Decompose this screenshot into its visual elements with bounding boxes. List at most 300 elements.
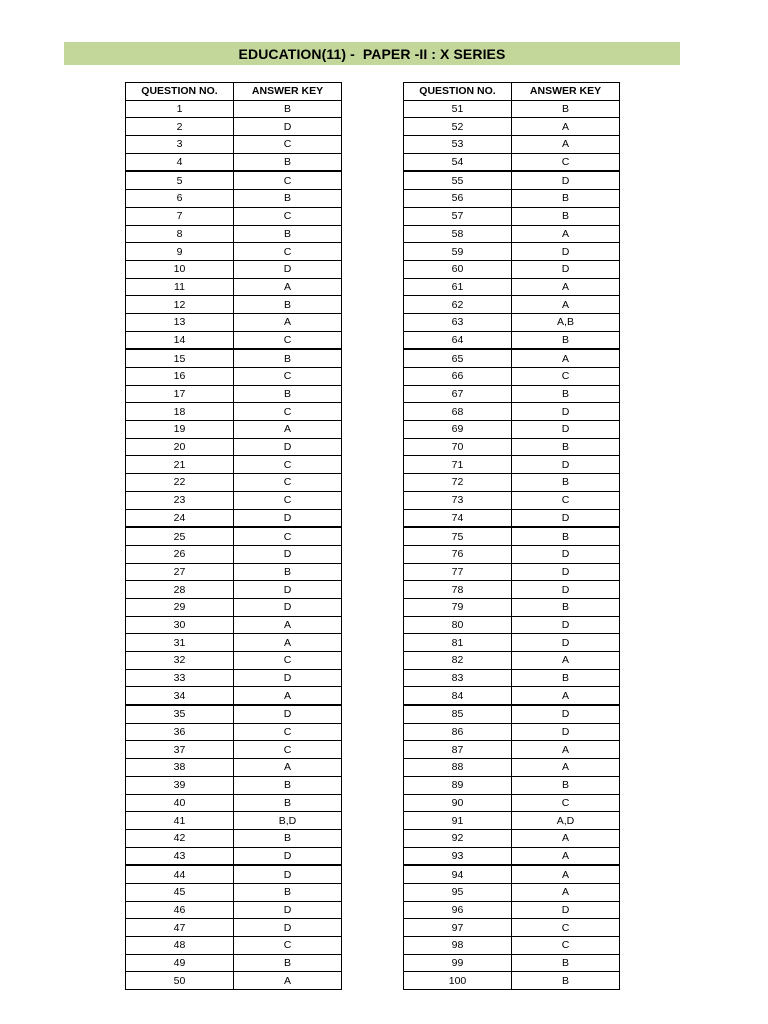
table-row [126, 954, 342, 972]
question-number-cell: 16 [126, 368, 234, 386]
question-number-cell: 6 [126, 190, 234, 208]
answer-cell: D [234, 705, 342, 723]
answer-cell: B [512, 474, 620, 492]
question-number-cell: 63 [404, 313, 512, 331]
table-row [126, 937, 342, 955]
table-row [126, 190, 342, 208]
question-number-cell: 8 [126, 225, 234, 243]
answer-cell: A [512, 349, 620, 367]
question-number-cell: 28 [126, 581, 234, 599]
question-number-cell: 49 [126, 954, 234, 972]
question-number-cell: 89 [404, 776, 512, 794]
table-row [126, 634, 342, 652]
answer-cell: B [234, 153, 342, 171]
table-row [404, 349, 620, 367]
answer-cell: B [234, 296, 342, 314]
question-number-cell: 40 [126, 794, 234, 812]
answer-cell: D [512, 581, 620, 599]
answer-cell: D [234, 260, 342, 278]
question-number-cell: 10 [126, 260, 234, 278]
table-row [404, 153, 620, 171]
table-row [126, 616, 342, 634]
question-number-cell: 3 [126, 136, 234, 154]
table-row [404, 136, 620, 154]
answer-cell: D [512, 171, 620, 189]
answer-cell: B [234, 829, 342, 847]
table-row [126, 456, 342, 474]
answer-cell: A [234, 278, 342, 296]
question-number-cell: 7 [126, 207, 234, 225]
answer-cell: D [234, 581, 342, 599]
question-number-cell: 44 [126, 865, 234, 883]
question-number-cell: 48 [126, 937, 234, 955]
question-number-cell: 70 [404, 438, 512, 456]
question-number-cell: 41 [126, 812, 234, 830]
answer-cell: B [512, 598, 620, 616]
question-number-cell: 90 [404, 794, 512, 812]
table-row [404, 368, 620, 386]
table-row [126, 403, 342, 421]
table-row [126, 776, 342, 794]
answer-cell: A [512, 225, 620, 243]
table-row [404, 243, 620, 261]
answer-key-table-left [125, 82, 342, 990]
table-row [404, 225, 620, 243]
table-row [126, 919, 342, 937]
table-row [404, 901, 620, 919]
table-row [126, 581, 342, 599]
table-row [126, 438, 342, 456]
answer-cell: C [234, 741, 342, 759]
answer-cell: C [512, 153, 620, 171]
answer-cell: A [512, 687, 620, 705]
table-row [126, 829, 342, 847]
question-number-cell: 15 [126, 349, 234, 367]
table-row [404, 759, 620, 777]
table-row [404, 438, 620, 456]
page-title: EDUCATION(11) - PAPER -II : X SERIES [64, 42, 680, 65]
answer-cell: D [234, 847, 342, 865]
answer-cell: B [234, 794, 342, 812]
answer-cell: B [512, 776, 620, 794]
question-number-cell: 36 [126, 723, 234, 741]
answer-cell: B [234, 225, 342, 243]
table-row [126, 509, 342, 527]
answer-cell: A [512, 118, 620, 136]
question-number-cell: 91 [404, 812, 512, 830]
table-row [404, 491, 620, 509]
table-row [126, 669, 342, 687]
answer-cell: C [512, 491, 620, 509]
answer-cell: A [234, 421, 342, 439]
question-number-cell: 64 [404, 331, 512, 349]
answer-cell: D [512, 243, 620, 261]
table-row [404, 527, 620, 545]
question-number-cell: 69 [404, 421, 512, 439]
table-row [404, 598, 620, 616]
table-row [404, 919, 620, 937]
question-number-cell: 12 [126, 296, 234, 314]
table-row [126, 243, 342, 261]
question-number-cell: 22 [126, 474, 234, 492]
question-number-cell: 93 [404, 847, 512, 865]
question-number-cell: 96 [404, 901, 512, 919]
table-row [404, 954, 620, 972]
question-number-cell: 39 [126, 776, 234, 794]
table-row [126, 741, 342, 759]
table-row [404, 207, 620, 225]
answer-cell: B [234, 563, 342, 581]
answer-cell: A [512, 652, 620, 670]
answer-cell: A [512, 829, 620, 847]
table-row [126, 313, 342, 331]
table-row [126, 491, 342, 509]
question-number-cell: 62 [404, 296, 512, 314]
question-number-cell: 31 [126, 634, 234, 652]
table-row [404, 100, 620, 118]
answer-cell: B [512, 669, 620, 687]
question-number-cell: 32 [126, 652, 234, 670]
answer-cell: D [512, 545, 620, 563]
question-number-cell: 55 [404, 171, 512, 189]
question-number-cell: 82 [404, 652, 512, 670]
question-number-cell: 67 [404, 385, 512, 403]
question-number-cell: 75 [404, 527, 512, 545]
table-row [404, 829, 620, 847]
table-row [404, 581, 620, 599]
answer-cell: D [512, 705, 620, 723]
table-row [404, 794, 620, 812]
answer-cell: B [512, 207, 620, 225]
answer-key-header: ANSWER KEY [512, 83, 620, 101]
answer-cell: B [512, 190, 620, 208]
table-row [404, 456, 620, 474]
question-number-cell: 2 [126, 118, 234, 136]
answer-cell: B [512, 438, 620, 456]
table-row [126, 349, 342, 367]
table-row [126, 296, 342, 314]
table-row [126, 527, 342, 545]
question-number-cell: 9 [126, 243, 234, 261]
table-row [126, 171, 342, 189]
table-row [126, 563, 342, 581]
answer-cell: A [512, 847, 620, 865]
answer-cell: D [512, 563, 620, 581]
question-number-cell: 59 [404, 243, 512, 261]
answer-cell: A [512, 136, 620, 154]
answer-cell: D [234, 509, 342, 527]
answer-cell: C [234, 723, 342, 741]
table-row [126, 368, 342, 386]
table-row [126, 794, 342, 812]
table-row [404, 313, 620, 331]
question-number-cell: 57 [404, 207, 512, 225]
question-number-cell: 51 [404, 100, 512, 118]
answer-cell: B [234, 776, 342, 794]
answer-cell: C [234, 243, 342, 261]
question-number-cell: 27 [126, 563, 234, 581]
table-row [404, 652, 620, 670]
answer-cell: A [512, 741, 620, 759]
table-row [404, 616, 620, 634]
answer-cell: A [512, 296, 620, 314]
answer-cell: A [234, 972, 342, 990]
answer-cell: D [234, 865, 342, 883]
question-number-cell: 78 [404, 581, 512, 599]
question-number-cell: 66 [404, 368, 512, 386]
answer-cell: B [234, 954, 342, 972]
answer-cell: C [234, 491, 342, 509]
question-number-cell: 54 [404, 153, 512, 171]
answer-cell: D [512, 901, 620, 919]
table-row [404, 669, 620, 687]
question-number-cell: 18 [126, 403, 234, 421]
table-row [404, 545, 620, 563]
answer-cell: C [234, 207, 342, 225]
answer-cell: A [234, 313, 342, 331]
answer-cell: C [234, 331, 342, 349]
question-number-cell: 52 [404, 118, 512, 136]
answer-cell: C [234, 937, 342, 955]
answer-cell: B [512, 385, 620, 403]
answer-cell: A [512, 759, 620, 777]
answer-cell: C [234, 456, 342, 474]
answer-cell: D [512, 421, 620, 439]
table-row [126, 225, 342, 243]
question-number-cell: 23 [126, 491, 234, 509]
answer-cell: D [512, 456, 620, 474]
table-row [126, 847, 342, 865]
table-row [404, 723, 620, 741]
question-number-cell: 1 [126, 100, 234, 118]
answer-cell: D [512, 403, 620, 421]
table-row [404, 776, 620, 794]
question-number-cell: 46 [126, 901, 234, 919]
table-row [126, 883, 342, 901]
question-number-cell: 74 [404, 509, 512, 527]
answer-cell: B [234, 385, 342, 403]
answer-cell: D [234, 919, 342, 937]
table-row [126, 331, 342, 349]
question-number-cell: 60 [404, 260, 512, 278]
answer-cell: B,D [234, 812, 342, 830]
answer-key-table-right [403, 82, 620, 990]
answer-cell: C [234, 403, 342, 421]
answer-cell: C [512, 919, 620, 937]
question-number-cell: 11 [126, 278, 234, 296]
question-number-cell: 71 [404, 456, 512, 474]
question-number-cell: 84 [404, 687, 512, 705]
table-row [126, 598, 342, 616]
table-row [404, 705, 620, 723]
table-row [126, 100, 342, 118]
question-number-cell: 85 [404, 705, 512, 723]
table-row [404, 474, 620, 492]
table-header-row [126, 83, 342, 101]
question-number-cell: 88 [404, 759, 512, 777]
question-number-cell: 94 [404, 865, 512, 883]
answer-cell: C [512, 794, 620, 812]
question-number-cell: 53 [404, 136, 512, 154]
question-number-cell: 98 [404, 937, 512, 955]
question-number-cell: 30 [126, 616, 234, 634]
answer-cell: B [512, 972, 620, 990]
table-row [404, 403, 620, 421]
question-number-cell: 83 [404, 669, 512, 687]
answer-cell: C [512, 937, 620, 955]
table-row [126, 153, 342, 171]
table-row [404, 634, 620, 652]
table-row [126, 260, 342, 278]
table-row [404, 847, 620, 865]
answer-cell: C [234, 368, 342, 386]
question-number-cell: 87 [404, 741, 512, 759]
table-row [126, 972, 342, 990]
question-number-cell: 61 [404, 278, 512, 296]
question-number-cell: 13 [126, 313, 234, 331]
question-number-cell: 56 [404, 190, 512, 208]
answer-cell: D [512, 260, 620, 278]
answer-cell: A [512, 865, 620, 883]
question-number-cell: 68 [404, 403, 512, 421]
question-number-cell: 26 [126, 545, 234, 563]
table-row [404, 260, 620, 278]
answer-cell: B [234, 883, 342, 901]
table-row [404, 865, 620, 883]
answer-cell: B [234, 100, 342, 118]
question-number-cell: 76 [404, 545, 512, 563]
question-number-cell: 5 [126, 171, 234, 189]
question-number-cell: 47 [126, 919, 234, 937]
answer-cell: B [234, 190, 342, 208]
answer-cell: D [512, 634, 620, 652]
question-number-cell: 33 [126, 669, 234, 687]
table-row [126, 652, 342, 670]
question-number-cell: 19 [126, 421, 234, 439]
question-number-cell: 86 [404, 723, 512, 741]
table-row [126, 545, 342, 563]
table-row [126, 812, 342, 830]
answer-cell: A,D [512, 812, 620, 830]
table-row [126, 136, 342, 154]
table-row [404, 331, 620, 349]
answer-cell: B [512, 527, 620, 545]
question-number-cell: 4 [126, 153, 234, 171]
question-number-cell: 42 [126, 829, 234, 847]
answer-cell: C [234, 171, 342, 189]
question-number-cell: 35 [126, 705, 234, 723]
question-number-cell: 79 [404, 598, 512, 616]
question-number-cell: 43 [126, 847, 234, 865]
answer-cell: B [512, 331, 620, 349]
question-no-header: QUESTION NO. [126, 83, 234, 101]
question-number-cell: 65 [404, 349, 512, 367]
table-row [126, 207, 342, 225]
answer-cell: D [234, 118, 342, 136]
question-number-cell: 20 [126, 438, 234, 456]
table-row [126, 759, 342, 777]
table-row [126, 865, 342, 883]
answer-cell: D [512, 616, 620, 634]
question-number-cell: 99 [404, 954, 512, 972]
table-row [404, 563, 620, 581]
answer-cell: D [234, 598, 342, 616]
answer-cell: A [512, 883, 620, 901]
table-row [404, 883, 620, 901]
table-row [404, 278, 620, 296]
answer-cell: A [234, 687, 342, 705]
table-row [404, 687, 620, 705]
question-number-cell: 97 [404, 919, 512, 937]
question-number-cell: 14 [126, 331, 234, 349]
answer-cell: A [234, 634, 342, 652]
answer-cell: C [234, 474, 342, 492]
question-number-cell: 37 [126, 741, 234, 759]
table-row [126, 705, 342, 723]
answer-cell: C [234, 527, 342, 545]
answer-cell: A,B [512, 313, 620, 331]
table-row [404, 296, 620, 314]
answer-cell: D [234, 901, 342, 919]
question-number-cell: 29 [126, 598, 234, 616]
question-number-cell: 45 [126, 883, 234, 901]
table-row [404, 972, 620, 990]
question-no-header: QUESTION NO. [404, 83, 512, 101]
table-row [404, 509, 620, 527]
question-number-cell: 38 [126, 759, 234, 777]
question-number-cell: 100 [404, 972, 512, 990]
question-number-cell: 95 [404, 883, 512, 901]
table-row [404, 741, 620, 759]
answer-cell: C [234, 136, 342, 154]
answer-cell: D [512, 509, 620, 527]
question-number-cell: 21 [126, 456, 234, 474]
question-number-cell: 81 [404, 634, 512, 652]
table-row [126, 278, 342, 296]
table-row [404, 190, 620, 208]
table-row [126, 687, 342, 705]
answer-key-header: ANSWER KEY [234, 83, 342, 101]
question-number-cell: 80 [404, 616, 512, 634]
question-number-cell: 58 [404, 225, 512, 243]
table-row [126, 385, 342, 403]
table-row [126, 901, 342, 919]
table-row [126, 474, 342, 492]
answer-cell: D [234, 545, 342, 563]
table-row [404, 118, 620, 136]
answer-cell: A [234, 759, 342, 777]
table-row [404, 171, 620, 189]
answer-cell: B [512, 954, 620, 972]
answer-cell: B [234, 349, 342, 367]
question-number-cell: 24 [126, 509, 234, 527]
answer-cell: C [234, 652, 342, 670]
table-row [126, 723, 342, 741]
question-number-cell: 25 [126, 527, 234, 545]
question-number-cell: 72 [404, 474, 512, 492]
answer-cell: B [512, 100, 620, 118]
table-row [404, 421, 620, 439]
answer-cell: D [234, 438, 342, 456]
answer-cell: D [234, 669, 342, 687]
table-row [404, 812, 620, 830]
question-number-cell: 92 [404, 829, 512, 847]
question-number-cell: 50 [126, 972, 234, 990]
table-row [126, 421, 342, 439]
table-row [404, 385, 620, 403]
answer-cell: C [512, 368, 620, 386]
answer-cell: A [512, 278, 620, 296]
